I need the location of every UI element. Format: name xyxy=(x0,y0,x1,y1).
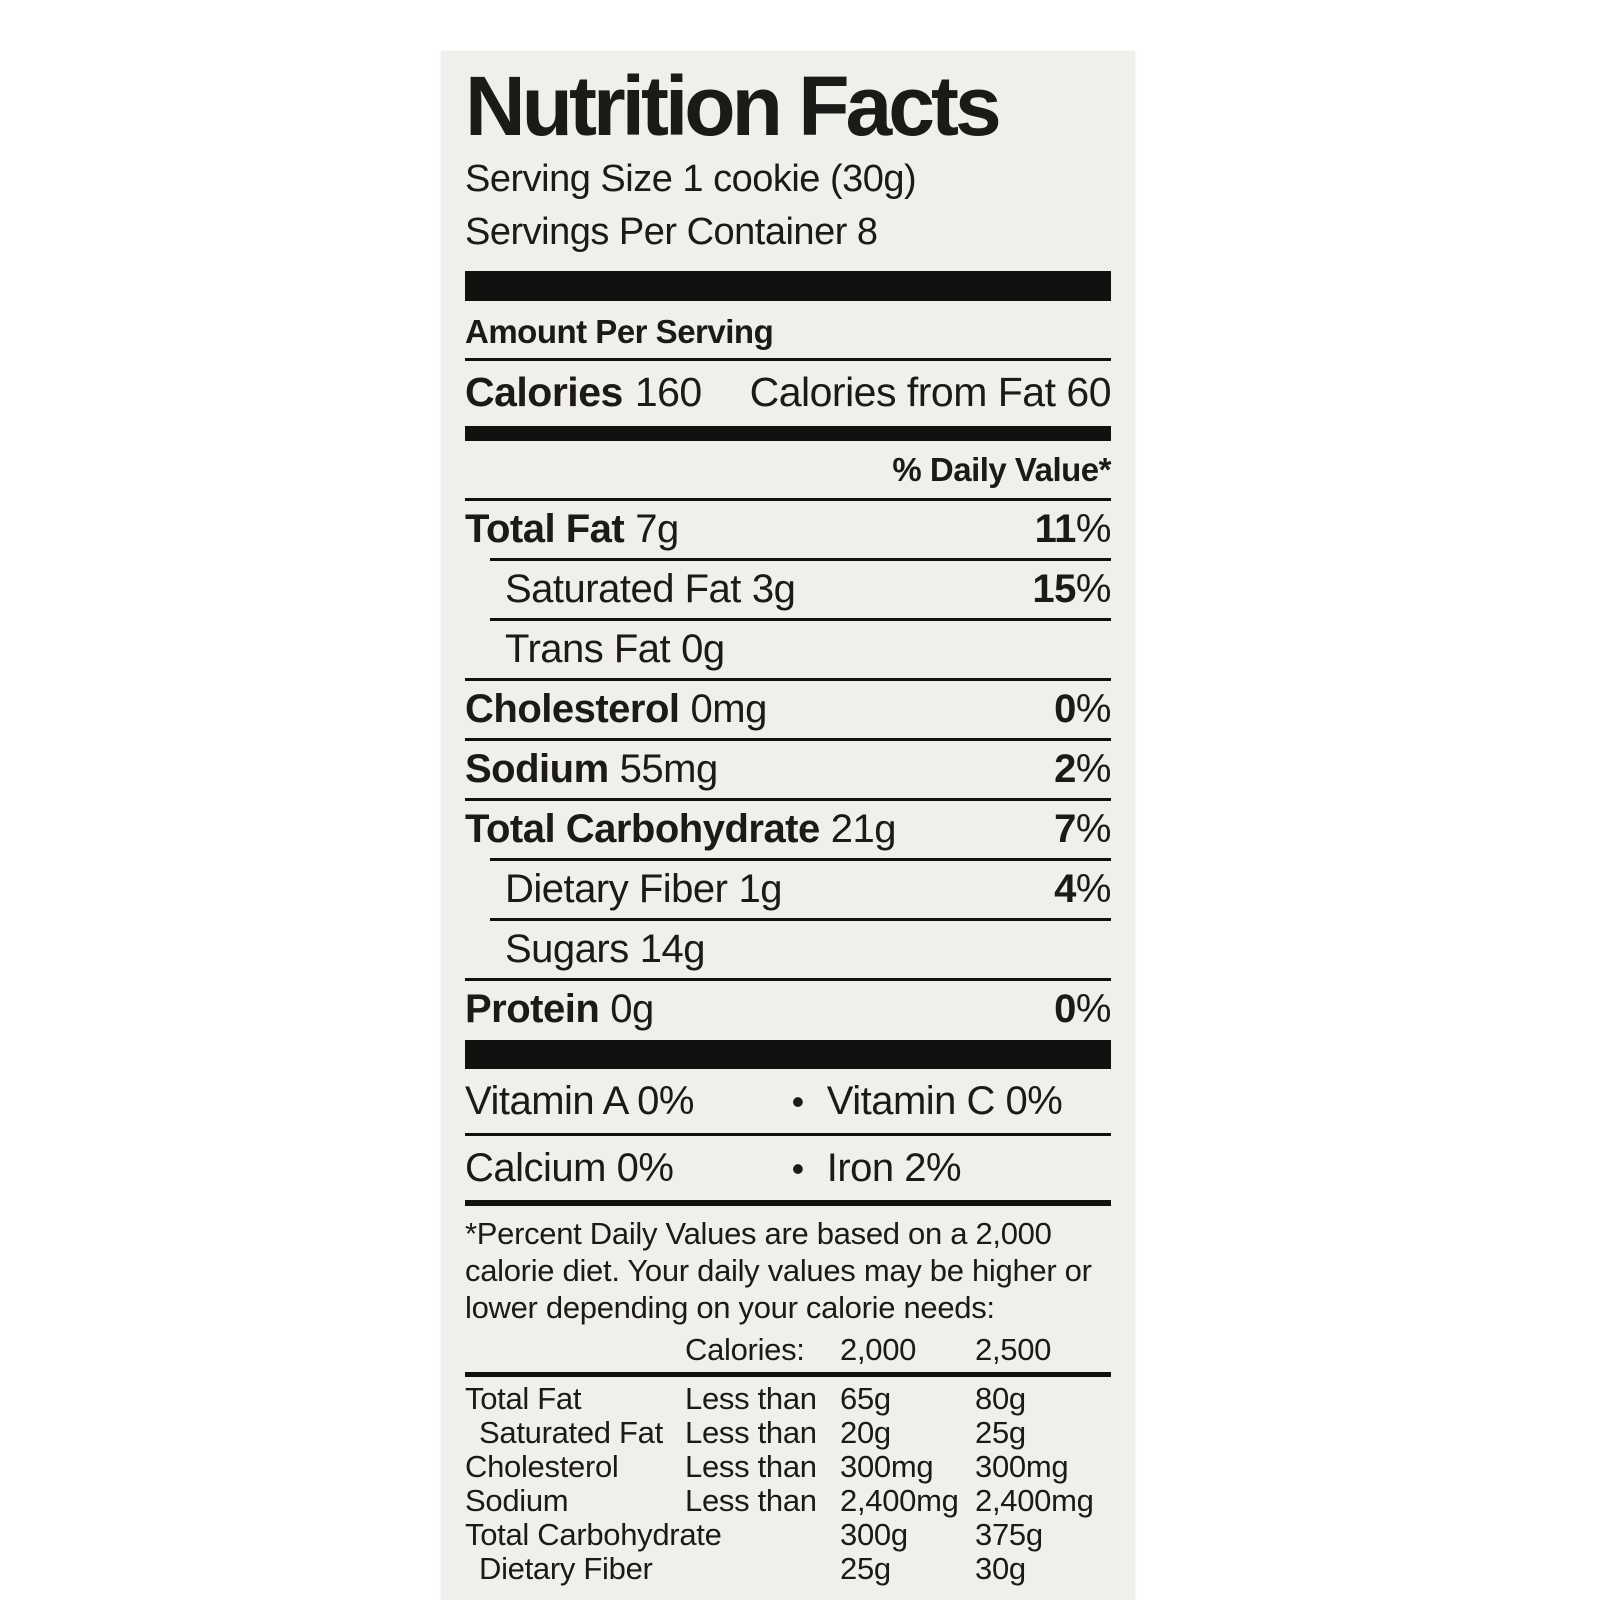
nutrient-name-amount: Sodium 55mg xyxy=(465,747,718,791)
nutrient-name-amount: Cholesterol 0mg xyxy=(465,687,767,731)
calories-row xyxy=(465,361,1111,426)
calories-left xyxy=(465,370,702,415)
nutrient-dv: 0% xyxy=(1054,987,1111,1031)
dv-table-row-saturated-fat: Saturated Fat Less than 20g 25g xyxy=(479,1415,1026,1450)
calcium: Calcium 0% xyxy=(465,1146,674,1190)
nutrient-name-amount: Saturated Fat 3g xyxy=(505,567,796,611)
nutrient-row-trans-fat xyxy=(490,618,1111,678)
vitamin-row-calcium-iron xyxy=(465,1133,1111,1200)
serving-size-text: Serving Size 1 cookie (30g) xyxy=(465,158,917,200)
dv-table-row-sodium: Sodium Less than 2,400mg 2,400mg xyxy=(465,1483,1094,1518)
dv-table-body xyxy=(465,1377,1111,1586)
divider-bar-mid xyxy=(465,426,1111,441)
nutrient-row-protein xyxy=(465,978,1111,1038)
vitamin-a: Vitamin A 0% xyxy=(465,1079,694,1123)
divider-bar-top xyxy=(465,271,1111,301)
nutrient-dv: 0% xyxy=(1054,687,1111,731)
dv-table-row-dietary-fiber: Dietary Fiber 25g 30g xyxy=(479,1551,1026,1586)
dv-table-header-2000: 2,000 xyxy=(840,1332,917,1367)
divider-bar-bottom xyxy=(465,1040,1111,1069)
dv-table-row-total-carbohydrate: Total Carbohydrate 300g 375g xyxy=(465,1517,1043,1552)
daily-value-header: % Daily Value* xyxy=(465,441,1111,501)
dv-table-row-cholesterol: Cholesterol Less than 300mg 300mg xyxy=(465,1449,1069,1484)
amount-per-serving-header: Amount Per Serving xyxy=(465,301,1111,361)
nutrient-name-amount: Total Carbohydrate 21g xyxy=(465,807,896,851)
nutrient-name-amount: Sugars 14g xyxy=(505,927,705,971)
nutrient-row-sugars xyxy=(490,918,1111,978)
nutrient-name-amount: Dietary Fiber 1g xyxy=(505,867,782,911)
nutrient-dv: 11% xyxy=(1034,507,1111,551)
nutrient-row-total-carbohydrate xyxy=(465,798,1111,858)
nutrient-row-total-fat xyxy=(465,501,1111,558)
dv-table-header xyxy=(465,1328,1111,1377)
dv-table-header-calories: Calories: xyxy=(685,1332,805,1367)
nutrient-dv: 7% xyxy=(1054,807,1111,851)
nutrient-dv: 15% xyxy=(1032,567,1111,611)
nutrient-rows xyxy=(465,501,1111,1038)
nutrient-row-saturated-fat xyxy=(490,558,1111,618)
nutrient-name-amount: Trans Fat 0g xyxy=(505,627,725,671)
nutrient-row-sodium xyxy=(465,738,1111,798)
calories-value: 160 xyxy=(634,369,702,415)
dv-table-row-total-fat: Total Fat Less than 65g 80g xyxy=(465,1381,1026,1416)
nutrient-row-cholesterol xyxy=(465,678,1111,738)
dv-table-header-spacer xyxy=(465,1333,685,1367)
daily-value-footnote: *Percent Daily Values are based on a 2,000 calorie diet. Your daily values may be higher or lower depending on your calorie needs: xyxy=(465,1216,1092,1325)
bullet-separator: • xyxy=(791,1148,804,1189)
vitamin-c: Vitamin C 0% xyxy=(826,1079,1063,1123)
nutrient-dv: 4% xyxy=(1054,867,1111,911)
nutrient-name-amount: Total Fat 7g xyxy=(465,507,679,551)
bullet-separator: • xyxy=(791,1081,804,1122)
dv-table-header-2500: 2,500 xyxy=(975,1332,1052,1367)
nutrient-row-dietary-fiber xyxy=(490,858,1111,918)
nutrient-name-amount: Protein 0g xyxy=(465,987,654,1031)
calories-label: Calories xyxy=(465,369,623,415)
nutrition-facts-label xyxy=(441,51,1135,1600)
vitamin-row-a-c xyxy=(465,1069,1111,1133)
servings-per-container-text: Servings Per Container 8 xyxy=(465,211,878,253)
nutrient-dv: 2% xyxy=(1054,747,1111,791)
label-title: Nutrition Facts xyxy=(465,59,998,153)
calories-from-fat: Calories from Fat 60 xyxy=(749,369,1111,415)
iron: Iron 2% xyxy=(826,1146,962,1190)
